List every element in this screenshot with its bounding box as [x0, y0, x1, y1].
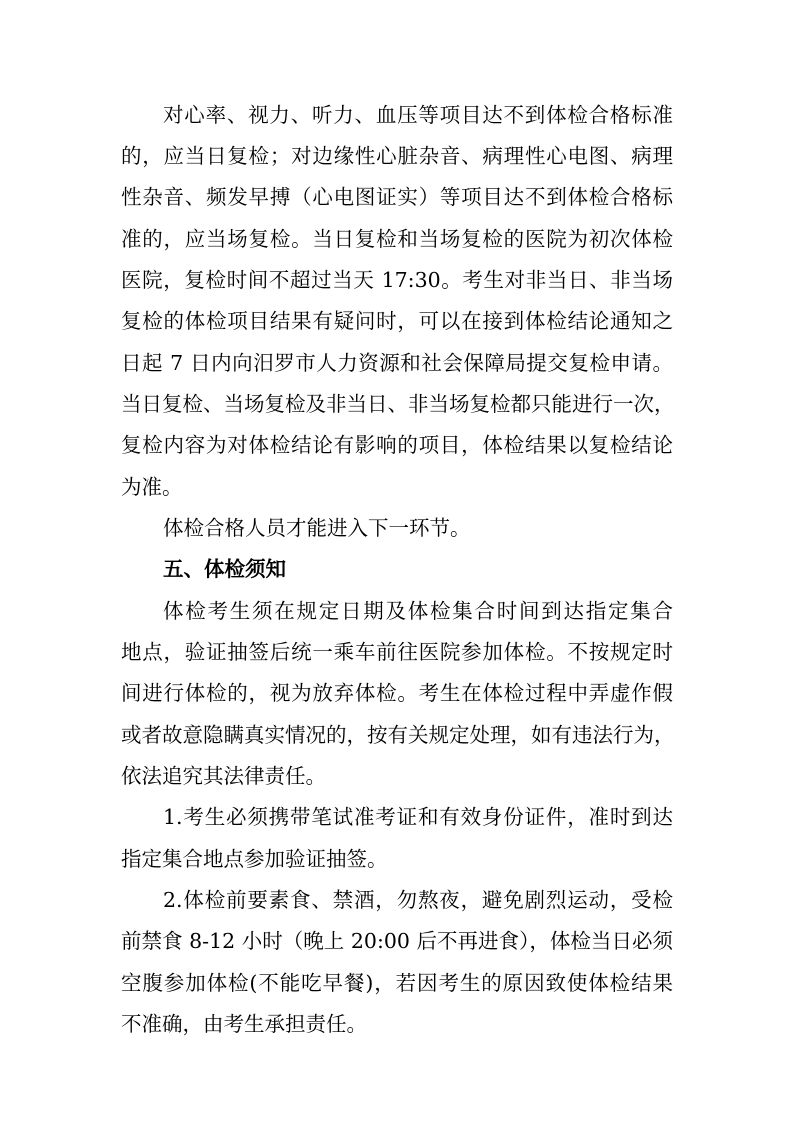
paragraph-3-line-2: 地点，验证抽签后统一乘车前往医院参加体检。不按规定时: [121, 640, 673, 664]
paragraph-1-line-6: 复检的体检项目结果有疑问时，可以在接到体检结论通知之: [121, 309, 673, 333]
paragraph-1-line-8: 当日复检、当场复检及非当日、非当场复检都只能进行一次，: [121, 392, 675, 416]
paragraph-1-line-4: 准的，应当场复检。当日复检和当场复检的医院为初次体检: [121, 227, 673, 251]
paragraph-1-line-1: 对心率、视力、听力、血压等项目达不到体检合格标准: [163, 103, 673, 127]
paragraph-1-line-9: 复检内容为对体检结论有影响的项目，体检结果以复检结论: [121, 433, 673, 457]
item-2-line-4: 不准确，由考生承担责任。: [121, 1012, 367, 1036]
item-2-line-3: 空腹参加体检(不能吃早餐)，若因考生的原因致使体检结果: [121, 971, 673, 995]
item-2-line-2: 前禁食 8-12 小时（晚上 20:00 后不再进食），体检当日必须: [121, 929, 673, 953]
item-2-line-1: 2.体检前要素食、禁酒，勿熬夜，避免剧烈运动，受检: [163, 888, 673, 912]
paragraph-2-line-1: 体检合格人员才能进入下一环节。: [163, 516, 471, 540]
paragraph-3-line-4: 或者故意隐瞒真实情况的，按有关规定处理，如有违法行为，: [121, 723, 675, 747]
paragraph-1-line-7: 日起 7 日内向汨罗市人力资源和社会保障局提交复检申请。: [121, 351, 673, 375]
paragraph-3-line-1: 体检考生须在规定日期及体检集合时间到达指定集合: [163, 599, 673, 623]
paragraph-1-line-2: 的，应当日复检；对边缘性心脏杂音、病理性心电图、病理: [121, 144, 673, 168]
paragraph-3-line-3: 间进行体检的，视为放弃体检。考生在体检过程中弄虚作假: [121, 681, 673, 705]
paragraph-1-line-10: 为准。: [121, 475, 183, 499]
item-1-line-2: 指定集合地点参加验证抽签。: [121, 847, 388, 871]
item-1-line-1: 1.考生必须携带笔试准考证和有效身份证件，准时到达: [163, 805, 673, 829]
paragraph-3-line-5: 依法追究其法律责任。: [121, 764, 326, 788]
paragraph-1-line-5: 医院，复检时间不超过当天 17:30。考生对非当日、非当场: [121, 268, 673, 292]
paragraph-1-line-3: 性杂音、频发早搏（心电图证实）等项目达不到体检合格标: [121, 185, 673, 209]
section-heading: 五、体检须知: [163, 557, 286, 581]
